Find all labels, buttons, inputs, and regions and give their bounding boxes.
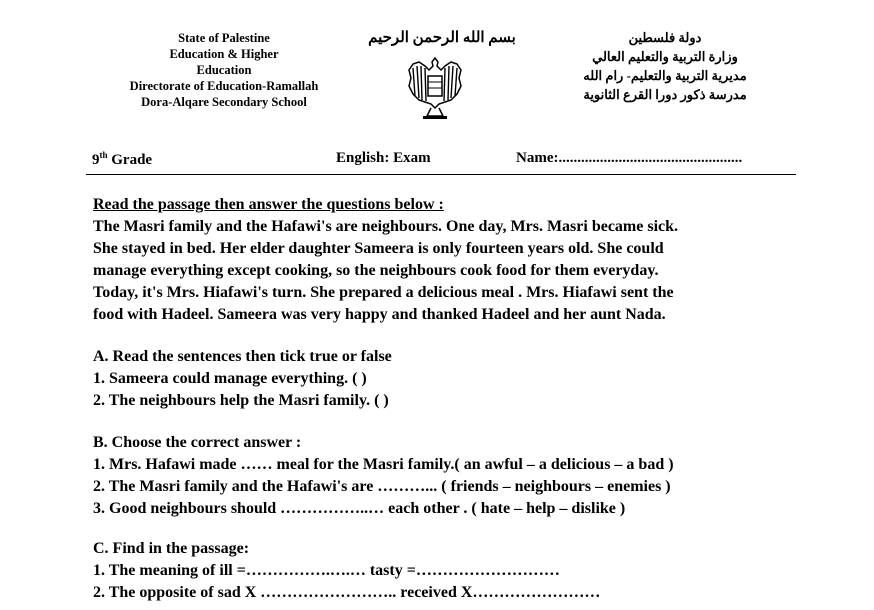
question-item: 3. Good neighbours should ……………..… each other . ( hate – help – dislike ) [93,500,626,517]
question-item: 2. The Masri family and the Hafawi's are ………... ( friends – neighbours – enemies ) [93,478,671,495]
section-a-title: A. Read the sentences then tick true or false [93,348,392,365]
passage-line: manage everything except cooking, so the neighbours cook food for them everyday. [93,262,659,279]
spacer [93,326,813,346]
school-header-arabic [560,28,770,104]
exam-body [93,194,813,604]
question-item: 1. The meaning of ill =…………….….… tasty =……………………… [93,562,560,579]
question-item: 1. Sameera could manage everything. ( ) [93,370,367,387]
passage-line: The Masri family and the Hafawi's are neighbours. One day, Mrs. Masri became sick. [93,218,679,235]
question-item: 1. Mrs. Hafawi made …… meal for the Masri family.( an awful – a delicious – a bad ) [93,456,674,473]
section-b-title: B. Choose the correct answer : [93,434,302,451]
basmala: بسم الله الرحمن الرحيم [368,30,516,46]
header-line: Education & Higher [169,47,279,61]
name-field[interactable]: Name:................................................. [516,150,743,166]
header-line: Dora-Alqare Secondary School [141,95,307,109]
header-line: Directorate of Education-Ramallah [129,79,319,93]
passage-heading: Read the passage then answer the questions below : [93,196,444,213]
section-c-title: C. Find in the passage: [93,540,250,557]
subject-label: English: Exam [336,150,431,166]
header-line: State of Palestine [178,31,270,45]
header-line: مديرية التربية والتعليم- رام الله [583,68,747,83]
grade-text: Grade [107,152,153,168]
header-line: مدرسة ذكور دورا القرع الثانوية [583,87,747,102]
exam-info-row [0,150,874,172]
grade-number: 9 [92,152,100,168]
passage-line: She stayed in bed. Her elder daughter Sameera is only fourteen years old. She could [93,240,664,257]
divider [86,174,796,175]
spacer [93,520,813,538]
header-line: وزارة التربية والتعليم العالي [592,49,738,64]
school-header-english [112,30,336,110]
spacer [93,412,813,432]
eagle-emblem-icon [405,52,465,122]
question-item: 2. The neighbours help the Masri family. ( ) [93,392,389,409]
grade-suffix: th [99,150,108,160]
grade-label [92,150,152,169]
header-line: Education [196,63,252,77]
header-line: دولة فلسطين [628,30,702,45]
passage-line: Today, it's Mrs. Hiafawi's turn. She prepared a delicious meal . Mrs. Hiafawi sent the [93,284,674,301]
passage-line: food with Hadeel. Sameera was very happy and thanked Hadeel and her aunt Nada. [93,306,666,323]
question-item: 2. The opposite of sad X …………………….. received X…………………… [93,584,601,601]
